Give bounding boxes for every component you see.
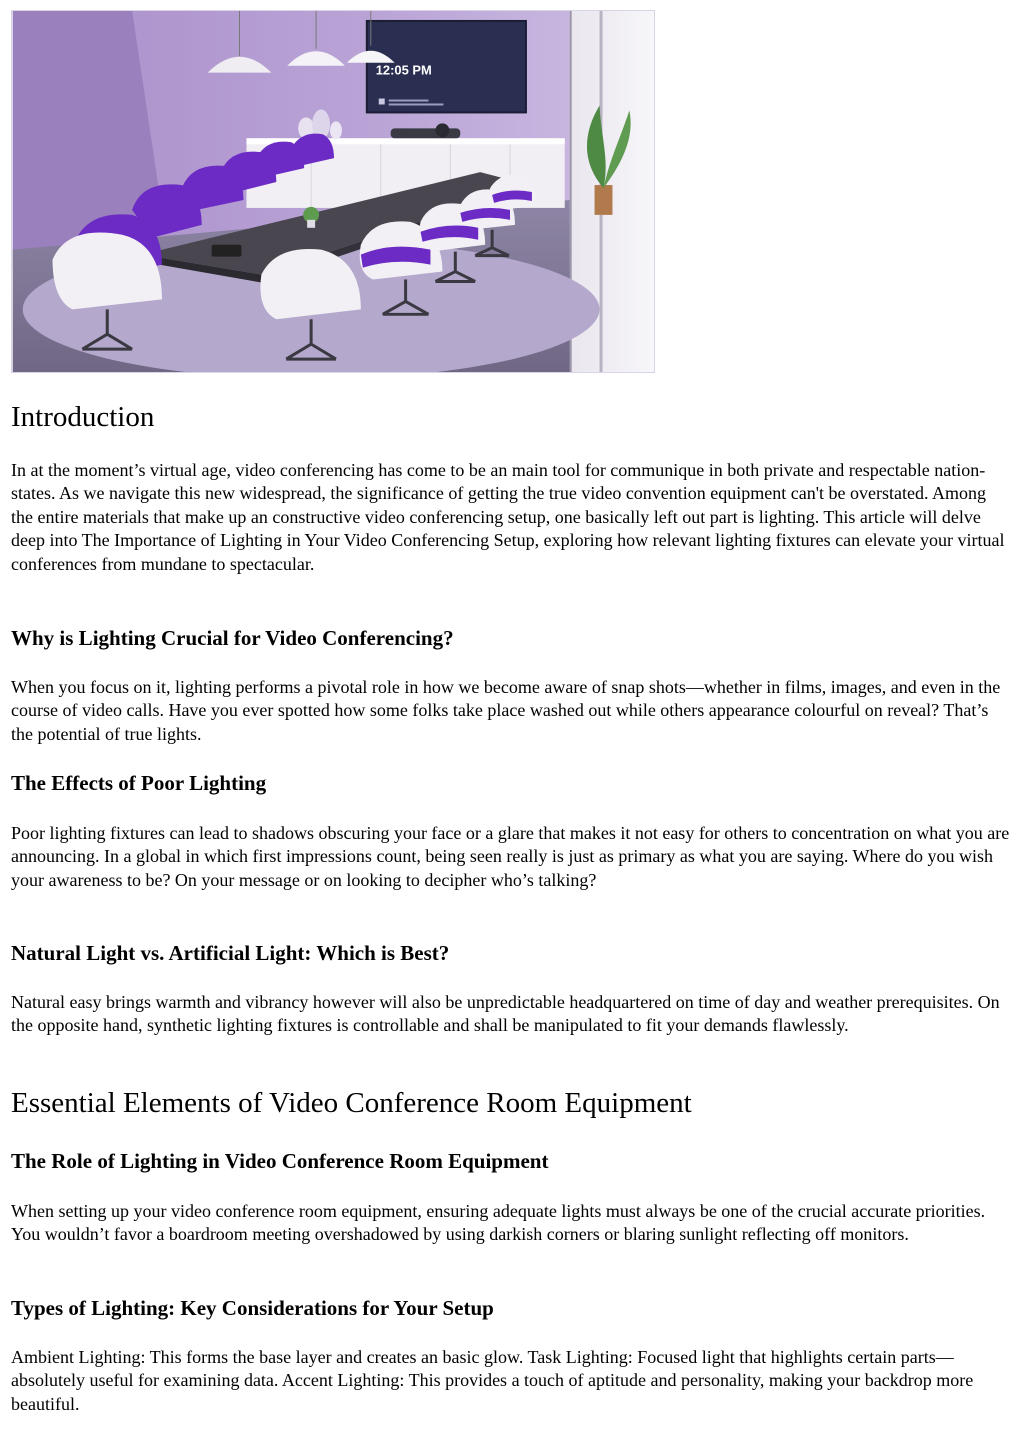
conference-room-image bbox=[11, 10, 655, 373]
poor-lighting-heading: The Effects of Poor Lighting bbox=[11, 771, 267, 795]
tv-clock: 12:05 PM bbox=[375, 62, 432, 78]
natural-vs-artificial-heading: Natural Light vs. Artificial Light: Which is Best? bbox=[11, 941, 450, 965]
types-of-lighting-paragraph: Ambient Lighting: This forms the base layer and creates an basic glow. Task Lighting: Focused light that highlights certain parts—absolutely useful for examining data. Accent Lighting: This provides a touch of aptitude and personality, making your backdrop more beautiful. bbox=[11, 1347, 974, 1414]
poor-lighting-paragraph: Poor lighting fixtures can lead to shadows obscuring your face or a glare that makes it not easy for others to concentration on what you are announcing. In a global in which first impressions count, being seen really is just as primary as what you are saying. Where do you wish your awareness to be? On your message or on looking to decipher who’s talking? bbox=[11, 823, 1010, 890]
introduction-heading: Introduction bbox=[11, 401, 155, 433]
natural-vs-artificial-paragraph: Natural easy brings warmth and vibrancy however will also be unpredictable headquartered on time of day and weather prerequisites. On the opposite hand, synthetic lighting fixtures is controllable and shall be manipulated to fit your demands flawlessly. bbox=[11, 992, 1000, 1036]
types-of-lighting-heading: Types of Lighting: Key Considerations for Your Setup bbox=[11, 1296, 494, 1320]
why-lighting-paragraph: When you focus on it, lighting performs a pivotal role in how we become aware of snap shots—whether in films, images, and even in the course of video calls. Have you ever spotted how some folks take place washed out while others appearance colourful on reveal? That’s the potential of true lights. bbox=[11, 677, 1001, 744]
article bbox=[11, 10, 1011, 1414]
introduction-paragraph: In at the moment’s virtual age, video conferencing has come to be an main tool for communique in both private and respectable nation-states. As we navigate this new widespread, the significance of getting the true video convention equipment can't be overstated. Among the entire materials that make up an constructive video conferencing setup, one basically left out part is lighting. This article will delve deep into The Importance of Lighting in Your Video Conferencing Setup, exploring how relevant lighting fixtures can elevate your virtual conferences from mundane to spectacular. bbox=[11, 460, 1005, 574]
essential-elements-heading: Essential Elements of Video Conference Room Equipment bbox=[11, 1087, 692, 1119]
why-lighting-heading: Why is Lighting Crucial for Video Conferencing? bbox=[11, 626, 454, 650]
role-of-lighting-heading: The Role of Lighting in Video Conference Room Equipment bbox=[11, 1149, 549, 1173]
role-of-lighting-paragraph: When setting up your video conference room equipment, ensuring adequate lights must always be one of the crucial accurate priorities. You wouldn’t favor a boardroom meeting overshadowed by using darkish corners or blaring sunlight reflecting off monitors. bbox=[11, 1201, 986, 1245]
